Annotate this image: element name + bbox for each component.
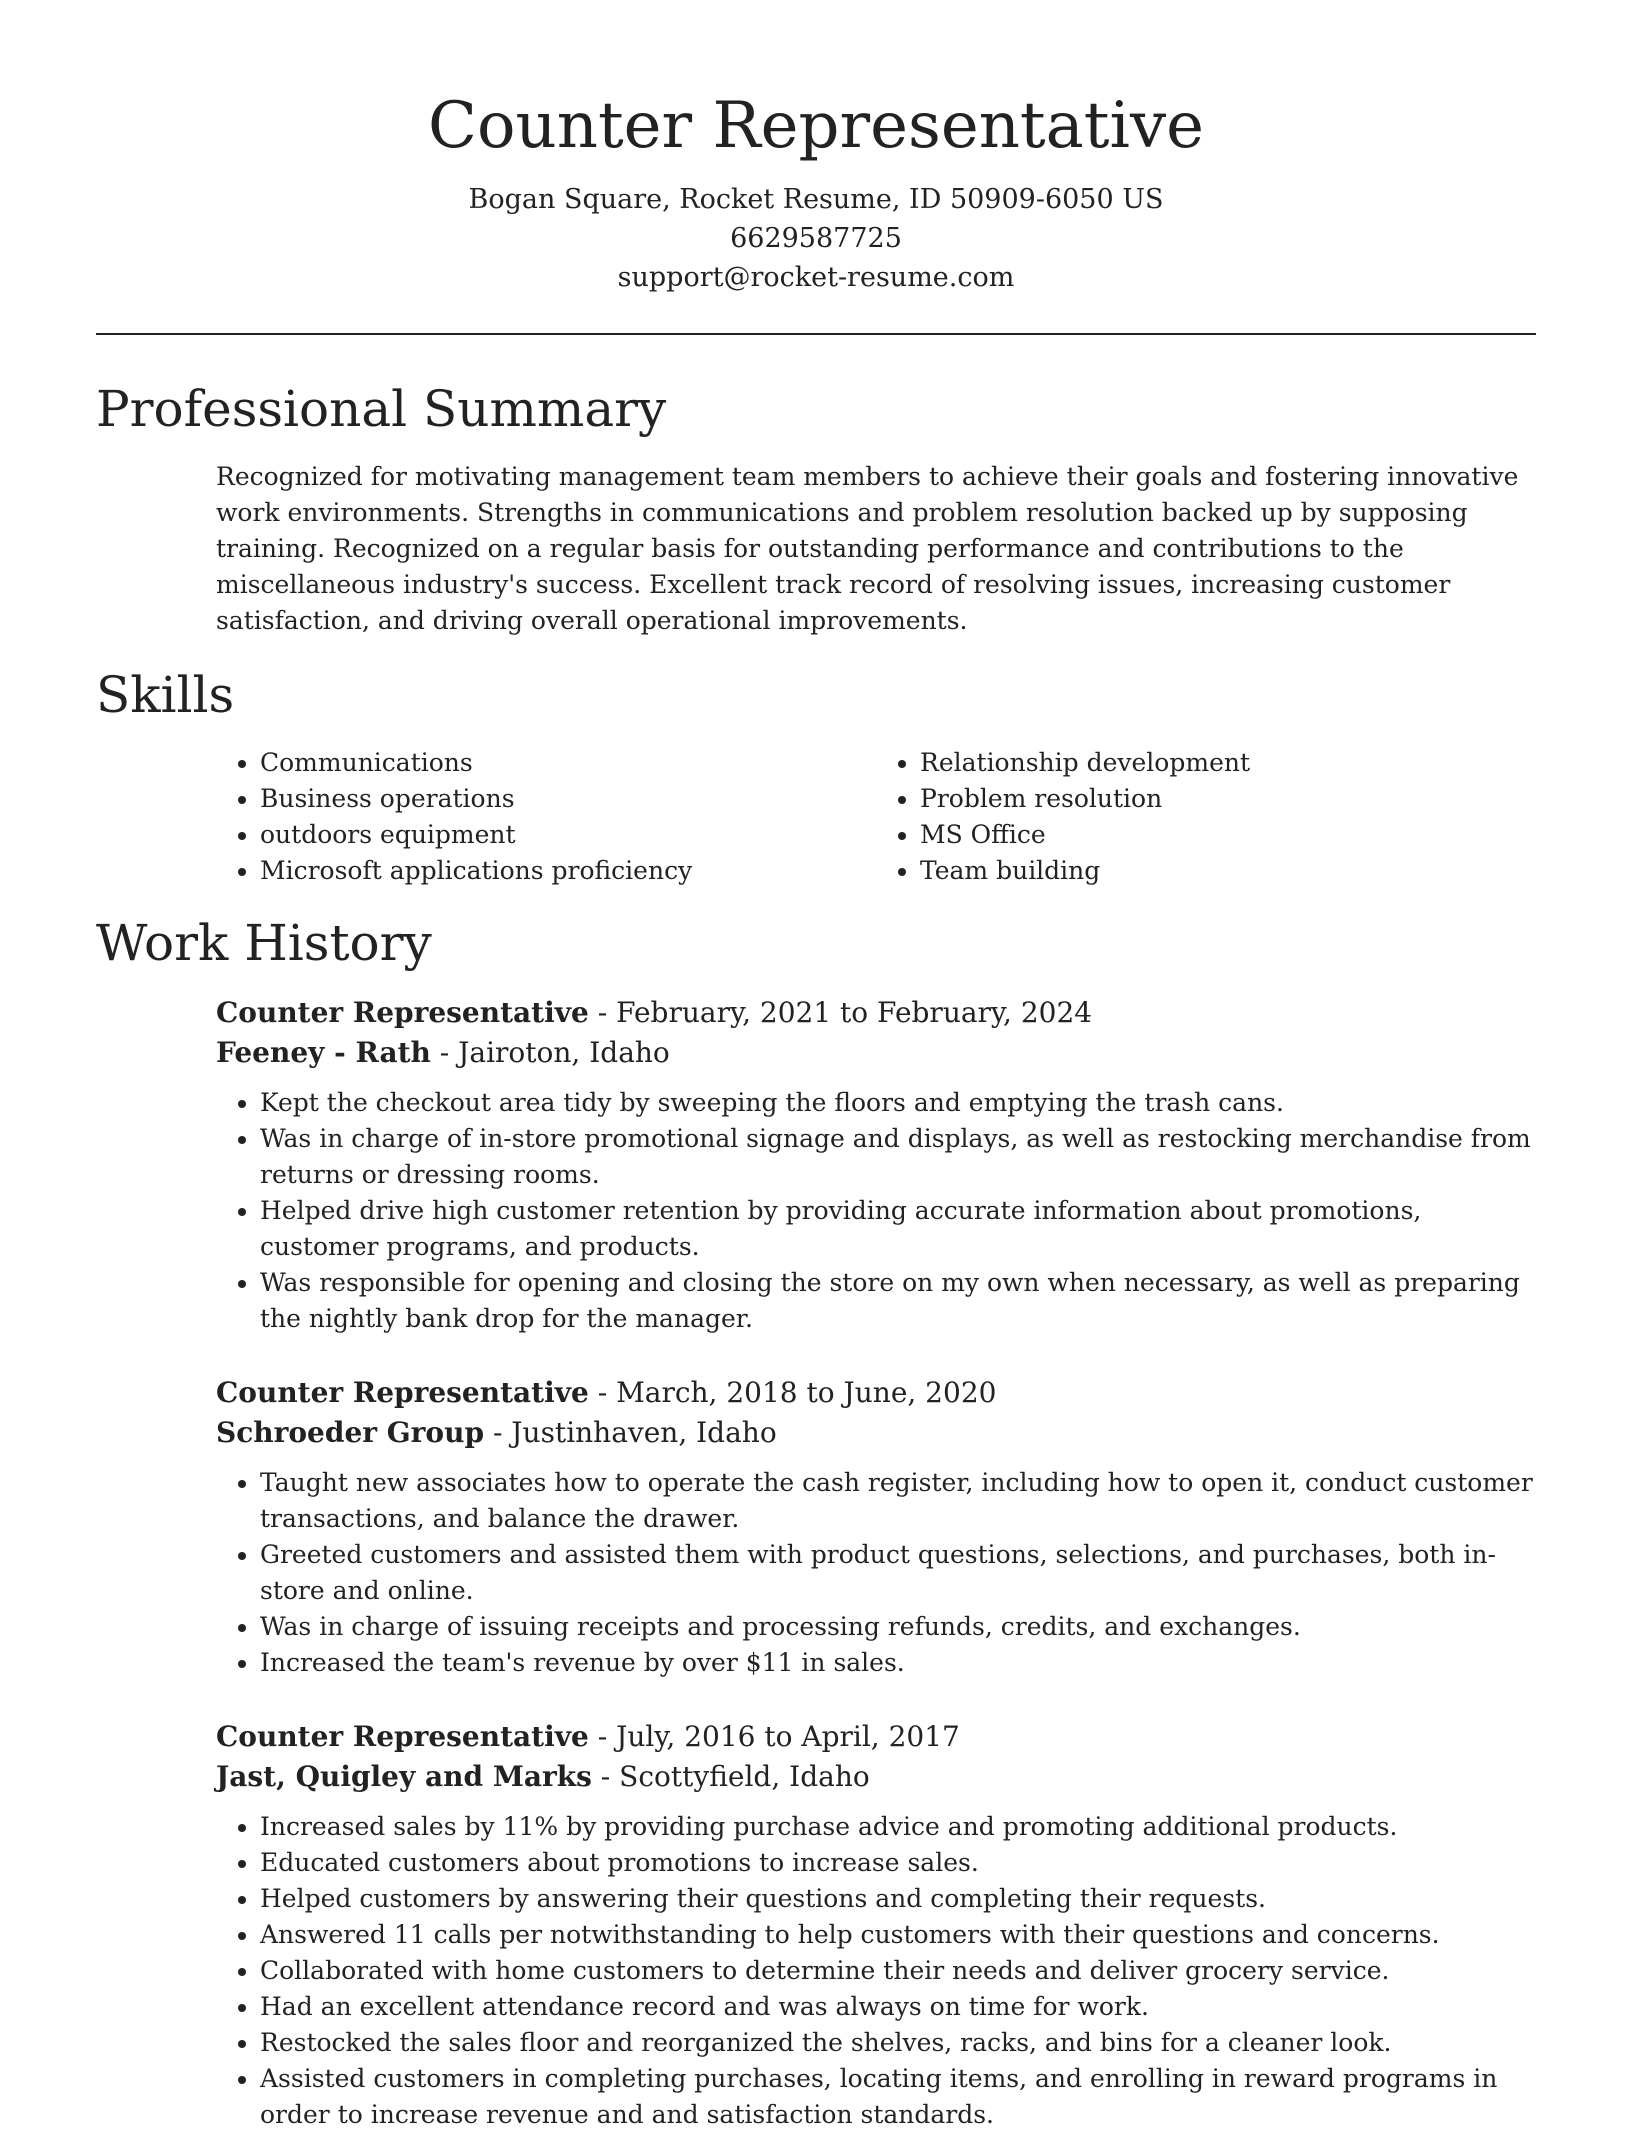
job-location: - Jairoton, Idaho — [430, 1036, 670, 1069]
contact-address: Bogan Square, Rocket Resume, ID 50909-6050 US — [468, 184, 1164, 215]
job-role: Counter Representative — [216, 1376, 589, 1409]
job-bullet: • Restocked the sales floor and reorganized the shelves, racks, and bins for a cleaner look. — [260, 2025, 1536, 2061]
job-bullet: • Was in charge of issuing receipts and processing refunds, credits, and exchanges. — [260, 1609, 1536, 1645]
job-bullet: • Had an excellent attendance record and was always on time for work. — [260, 1989, 1536, 2025]
job-dates: - July, 2016 to April, 2017 — [588, 1720, 960, 1753]
job-bullet: • Assisted customers in completing purchases, locating items, and enrolling in reward programs in order to increase revenue and and satisfaction standards. — [260, 2061, 1536, 2133]
job-bullet: • Answered 11 calls per notwithstanding to help customers with their questions and concerns. — [260, 1917, 1536, 1953]
job-location: - Scottyfield, Idaho — [591, 1760, 870, 1793]
skills-column-left — [216, 745, 876, 889]
job-role: Counter Representative — [216, 1720, 589, 1753]
job-bullet: • Increased sales by 11% by providing purchase advice and promoting additional products. — [260, 1809, 1536, 1845]
job-company-line — [216, 1033, 1536, 1073]
job-entry — [216, 1717, 1536, 2133]
job-bullet: • Kept the checkout area tidy by sweeping the floors and emptying the trash cans. — [260, 1085, 1536, 1121]
skill-item: • outdoors equipment — [260, 817, 876, 853]
job-bullet: • Greeted customers and assisted them with product questions, selections, and purchases, both in-store and online. — [260, 1537, 1536, 1609]
job-role-line — [216, 993, 1536, 1033]
job-role-line — [216, 1373, 1536, 1413]
job-bullet: • Was in charge of in-store promotional signage and displays, as well as restocking merchandise from returns or dressing rooms. — [260, 1121, 1536, 1193]
job-bullets — [216, 1085, 1536, 1337]
job-entry — [216, 993, 1536, 1337]
skill-item: • Business operations — [260, 781, 876, 817]
summary-heading: Professional Summary — [96, 380, 667, 438]
work-history-heading: Work History — [96, 914, 432, 972]
skill-item: • Microsoft applications proficiency — [260, 853, 876, 889]
job-company: Feeney - Rath — [216, 1036, 431, 1069]
job-bullet: • Educated customers about promotions to increase sales. — [260, 1845, 1536, 1881]
contact-email: support@rocket-resume.com — [617, 262, 1015, 293]
skill-item: • Relationship development — [920, 745, 1536, 781]
job-bullet: • Helped drive high customer retention by providing accurate information about promotions, customer programs, and products. — [260, 1193, 1536, 1265]
job-location: - Justinhaven, Idaho — [484, 1416, 777, 1449]
job-bullets — [216, 1809, 1536, 2133]
candidate-name: Counter Representative — [428, 89, 1204, 163]
job-role: Counter Representative — [216, 996, 589, 1029]
job-dates: - February, 2021 to February, 2024 — [588, 996, 1093, 1029]
skill-item: • Communications — [260, 745, 876, 781]
summary-text: Recognized for motivating management team members to achieve their goals and fostering innovative work environments. Strengths in communications and problem resolution backed up by supposing training. Recognized on a regular basis for outstanding performance and contributions to the miscellaneous industry's success. Excellent track record of resolving issues, increasing customer satisfaction, and driving overall operational improvements. — [216, 462, 1519, 635]
job-company: Jast, Quigley and Marks — [216, 1760, 592, 1793]
skill-item: • Problem resolution — [920, 781, 1536, 817]
skill-item: • MS Office — [920, 817, 1536, 853]
skill-item: • Team building — [920, 853, 1536, 889]
job-company-line — [216, 1757, 1536, 1797]
job-bullet: • Collaborated with home customers to determine their needs and deliver grocery service. — [260, 1953, 1536, 1989]
job-bullet: • Increased the team's revenue by over $11 in sales. — [260, 1645, 1536, 1681]
skills-column-right — [876, 745, 1536, 889]
job-bullet: • Was responsible for opening and closing the store on my own when necessary, as well as preparing the nightly bank drop for the manager. — [260, 1265, 1536, 1337]
job-bullet: • Helped customers by answering their questions and completing their requests. — [260, 1881, 1536, 1917]
job-bullets — [216, 1465, 1536, 1681]
job-entry — [216, 1373, 1536, 1681]
job-dates: - March, 2018 to June, 2020 — [588, 1376, 997, 1409]
contact-phone: 6629587725 — [730, 223, 902, 254]
resume-header — [0, 0, 1632, 297]
job-company-line — [216, 1413, 1536, 1453]
skills-heading: Skills — [96, 666, 235, 724]
contact-block — [0, 180, 1632, 297]
header-divider — [96, 333, 1536, 335]
job-bullet: • Taught new associates how to operate the cash register, including how to open it, conduct customer transactions, and balance the drawer. — [260, 1465, 1536, 1537]
skills-list — [216, 745, 1536, 889]
job-role-line — [216, 1717, 1536, 1757]
job-company: Schroeder Group — [216, 1416, 485, 1449]
